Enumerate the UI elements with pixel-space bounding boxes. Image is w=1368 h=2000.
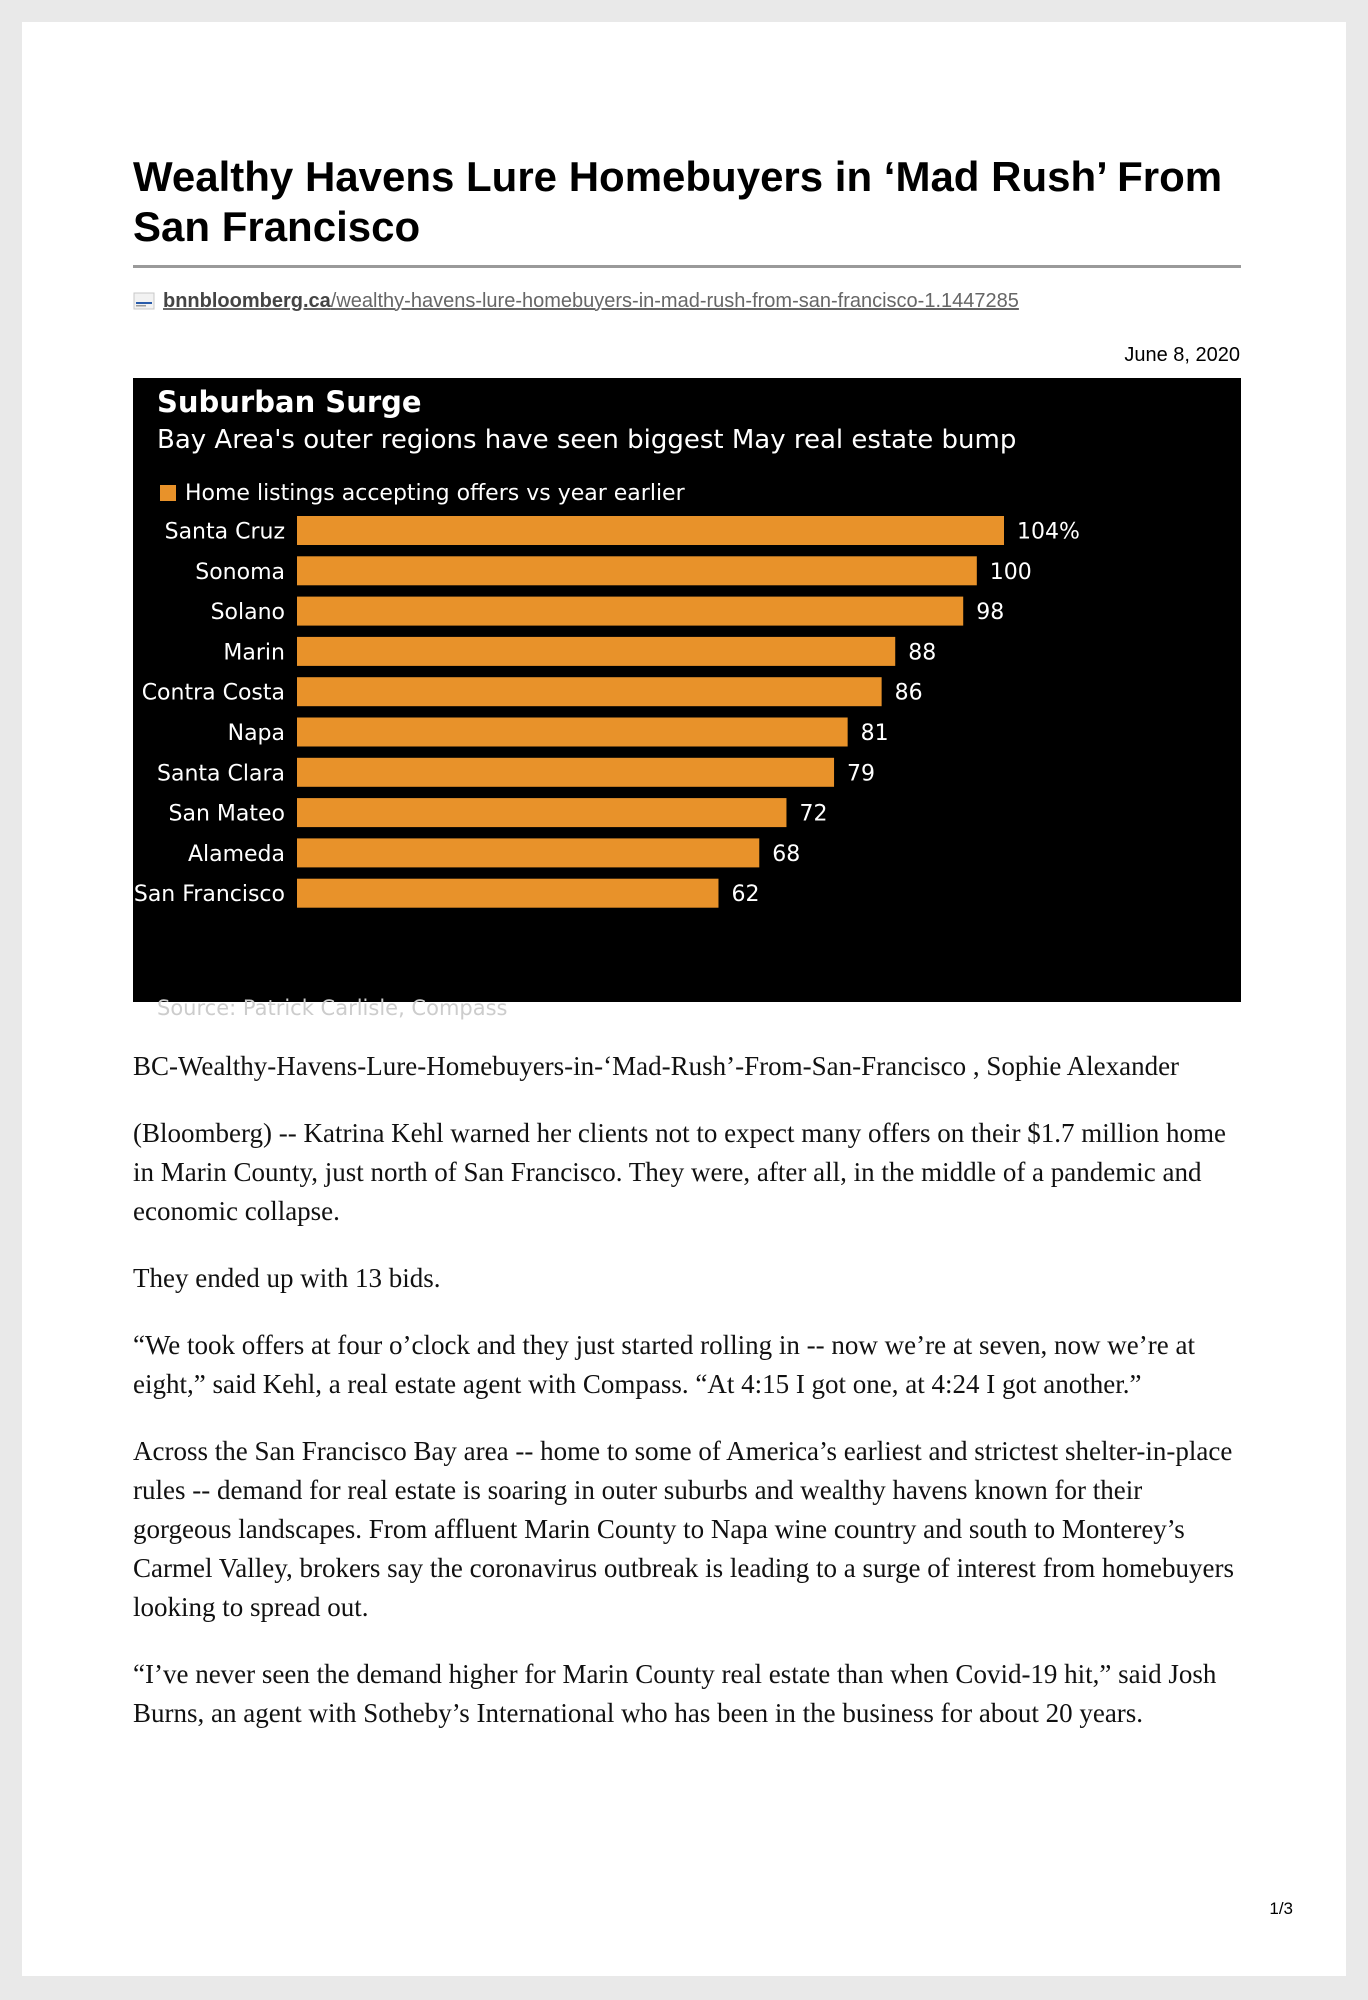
bar-chart-svg [133, 378, 1241, 1020]
source-path: /wealthy-havens-lure-homebuyers-in-mad-rush-from-san-francisco-1.1447285 [330, 289, 1019, 312]
chart-legend: Home listings accepting offers vs year earlier [185, 481, 685, 506]
category-label: Alameda [187, 841, 285, 867]
bar [297, 798, 786, 827]
bar [297, 597, 963, 626]
chart-source: Source: Patrick Carlisle, Compass [157, 996, 508, 1020]
category-label: Santa Cruz [164, 519, 285, 545]
article-paragraph: (Bloomberg) -- Katrina Kehl warned her clients not to expect many offers on their $1.7 million home in Marin County, just north of San Francisco. They were, after all, in the middle of a pandemic and economic collapse. [133, 1118, 1226, 1226]
legend-swatch [160, 485, 176, 501]
bar [297, 516, 1004, 545]
article-paragraph: They ended up with 13 bids. [133, 1263, 441, 1293]
category-label: Marin [223, 640, 285, 666]
category-label: Sonoma [195, 559, 285, 585]
category-label: Contra Costa [141, 680, 285, 706]
category-label: Solano [210, 600, 285, 626]
title-divider [133, 265, 1241, 268]
source-url-link[interactable] [163, 290, 1019, 313]
value-label: 79 [847, 761, 876, 787]
article-paragraph: “We took offers at four o’clock and they just started rolling in -- now we’re at seven, now we’re at eight,” said Kehl, a real estate agent with Compass. “At 4:15 I got one, at 4:24 I got another.” [133, 1330, 1195, 1399]
bar [297, 677, 882, 706]
category-label: San Mateo [168, 801, 285, 827]
article-paragraph: “I’ve never seen the demand higher for Marin County real estate than when Covid-19 hit,” said Josh Burns, an agent with Sotheby’s International who has been in the business for about 20 years. [133, 1659, 1217, 1728]
value-label: 68 [772, 841, 801, 867]
value-label: 98 [976, 600, 1005, 626]
document-page [22, 22, 1346, 1976]
value-label: 88 [908, 640, 937, 666]
article-paragraph: Across the San Francisco Bay area -- home to some of America’s earliest and strictest shelter-in-place rules -- demand for real estate is soaring in outer suburbs and wealthy havens known for their gorgeous landscapes. From affluent Marin County to Napa wine country and south to Monterey’s Carmel Valley, brokers say the coronavirus outbreak is leading to a surge of interest from homebuyers looking to spread out. [133, 1436, 1234, 1622]
category-label: Santa Clara [157, 761, 285, 787]
value-label: 62 [731, 882, 760, 908]
value-label: 81 [860, 721, 889, 746]
bar [297, 556, 977, 585]
value-label: 100 [989, 559, 1032, 585]
bars-group [134, 516, 1080, 908]
bar [297, 838, 759, 867]
bar [297, 637, 895, 666]
category-label: San Francisco [133, 882, 285, 908]
suburban-surge-chart [133, 378, 1241, 1020]
article-byline: BC-Wealthy-Havens-Lure-Homebuyers-in-‘Mad-Rush’-From-San-Francisco , Sophie Alexander [133, 1051, 1180, 1081]
source-link-row[interactable] [133, 288, 1243, 314]
bar [297, 718, 848, 747]
chart-subtitle: Bay Area's outer regions have seen biggest May real estate bump [157, 425, 1017, 455]
chart-title: Suburban Surge [157, 385, 422, 419]
page-number: 1/3 [1269, 1899, 1293, 1918]
publish-date: June 8, 2020 [1124, 344, 1240, 366]
article-body [133, 1047, 1245, 1761]
source-domain: bnnbloomberg.ca [163, 289, 331, 312]
category-label: Napa [227, 721, 285, 746]
value-label: 86 [894, 680, 923, 706]
site-favicon-icon [133, 292, 155, 310]
value-label: 104% [1017, 519, 1080, 545]
bar [297, 758, 834, 787]
bar [297, 879, 718, 908]
value-label: 72 [799, 801, 828, 827]
article-title: Wealthy Havens Lure Homebuyers in ‘Mad Rush’ From San Francisco [133, 153, 1223, 250]
